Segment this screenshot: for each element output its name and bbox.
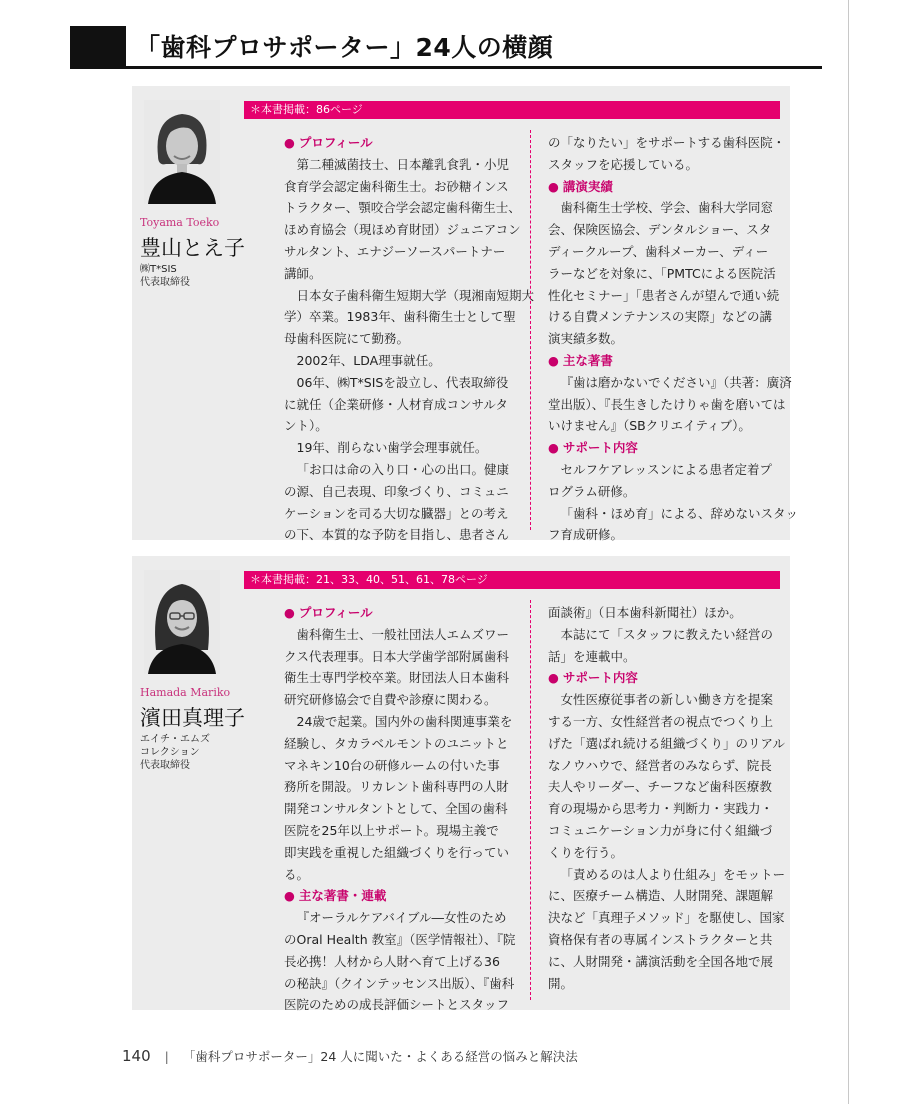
portrait-woman-icon [144, 100, 220, 204]
title-rule [70, 66, 822, 69]
affiliation-line: ㈱T*SIS [140, 264, 177, 275]
text-line: 医院のための成長評価シートとスタッフ [284, 997, 510, 1013]
text-line: ける自費メンテナンスの実際」などの講 [548, 309, 773, 325]
section-heading-text: 講演実績 [562, 178, 613, 194]
text-column-left [284, 132, 535, 546]
text-line: 歯科衛生士学校、学会、歯科大学同窓 [560, 200, 774, 216]
page-reference-bar: ＊本書掲載：86ページ [244, 101, 780, 119]
text-line: に、医療チーム構造、人財開発、課題解 [548, 888, 774, 904]
text-line: 開。 [548, 975, 574, 991]
bullet-dot-icon: ● [284, 135, 299, 150]
text-line: 『オーラルケアバイブル―女性のため [296, 910, 507, 926]
text-line: サルタント、エナジーソースパートナー [284, 243, 506, 259]
section-heading [548, 437, 780, 459]
affiliation-line: 代表取締役 [140, 760, 190, 771]
text-line: 決など「真理子メソッド」を駆使し、国家 [548, 910, 785, 926]
bullet-dot-icon: ● [548, 670, 563, 686]
portrait-woman-glasses-icon [144, 570, 220, 674]
text-line: 開発コンサルタントとして、全国の歯科 [284, 801, 508, 817]
text-line: 育の現場から思考力・判断力・実践力・ [548, 801, 774, 817]
text-line: クス代表理事。日本大学歯学部附属歯科 [284, 648, 509, 664]
section-heading-text: 主な著書・連載 [298, 888, 387, 904]
text-line: 衛生士専門学校卒業。財団法人日本歯科 [284, 670, 510, 686]
text-line: セルフケアレッスンによる患者定着プ [560, 461, 773, 477]
text-line: なノウハウで、経営者のみならず、院長 [548, 757, 772, 773]
name-kanji: 濱田真理子 [140, 706, 245, 730]
text-line: 面談術』（日本歯科新聞社）ほか。 [548, 605, 742, 620]
section-heading [284, 132, 520, 154]
text-line: いけません』（SBクリエイティブ）。 [548, 418, 751, 434]
column-divider [530, 600, 531, 1000]
text-line: 『歯は磨かないでください』（共著：廣済 [560, 374, 792, 390]
bullet-dot-icon: ● [548, 178, 563, 194]
section-heading [548, 176, 780, 198]
text-line: の「なりたい」をサポートする歯科医院・ [548, 135, 786, 150]
text-line: 2002年、LDA理事就任。 [296, 352, 441, 368]
text-column-right [548, 132, 799, 546]
text-line: 堂出版）、『長生きしたけりゃ歯を磨いては [548, 396, 786, 412]
text-line: ログラム研修。 [548, 483, 636, 499]
text-line: 演実績多数。 [548, 331, 624, 347]
text-line: の源、自己表現、印象づくり、コミュニ [284, 483, 509, 499]
text-line: くりを行う。 [548, 844, 624, 860]
text-column-right [548, 602, 786, 994]
name-romaji: Toyama Toeko [140, 216, 220, 229]
section-heading [548, 667, 780, 689]
page-reference-bar: ＊本書掲載：21、33、40、51、61、78ページ [244, 571, 780, 589]
affiliation-line: コレクション [140, 747, 200, 758]
text-line: 本誌にて「スタッフに教えたい経営の [560, 626, 774, 642]
text-column-left [284, 602, 520, 1016]
text-line: 食育学会認定歯科衛生士。お砂糖インス [284, 178, 509, 194]
footer-separator: | [164, 1049, 169, 1064]
affiliation [140, 733, 210, 772]
section-heading-text: サポート内容 [562, 440, 638, 456]
text-line: 講師。 [284, 265, 322, 281]
section-heading-text: 主な著書 [562, 352, 613, 368]
section-heading [548, 350, 780, 372]
text-line: 24歳で起業。国内外の歯科関連事業を [296, 713, 513, 729]
name-romaji: Hamada Mariko [140, 686, 231, 699]
text-line: する一方、女性経営者の視点でつくり上 [548, 713, 774, 729]
text-line: 話」を連載中。 [548, 648, 636, 664]
portrait-photo-1 [144, 100, 220, 204]
text-line: 「責めるのは人より仕組み」をモットー [560, 866, 786, 882]
page-title: 「歯科プロサポーター」24人の横顔 [135, 33, 554, 62]
text-line: 即実践を重視した組織づくりを行ってい [284, 844, 510, 860]
text-line: 日本女子歯科衛生短期大学（現湘南短期大 [296, 287, 535, 303]
text-line: 第二種滅菌技士、日本離乳食乳・小児 [296, 156, 510, 172]
text-line: マネキン10台の研修ルームの付いた事 [284, 757, 500, 773]
bullet-dot-icon: ● [548, 352, 563, 368]
section-heading [284, 602, 520, 624]
text-line: 会、保険医協会、デンタルショー、スタ [548, 222, 772, 238]
text-line: 学）卒業。1983年、歯科衛生士として聖 [284, 309, 516, 325]
profile-card-1 [132, 86, 799, 543]
affiliation [140, 263, 190, 289]
text-line: 「お口は命の入り口・心の出口。健康 [296, 461, 510, 477]
page-number: 140 [122, 1047, 151, 1065]
text-line: の秘訣』（クインテッセンス出版）、『歯科 [284, 975, 515, 991]
text-line: ラーなどを対象に、「PMTCによる医院活 [548, 265, 776, 281]
text-line: コミュニケーション力が身に付く組織づ [548, 822, 773, 838]
text-line: 資格保有者の専属インストラクターと共 [548, 931, 773, 947]
section-heading-text: サポート内容 [562, 670, 638, 686]
title-black-block [70, 26, 126, 66]
bullet-dot-icon: ● [284, 605, 299, 620]
text-line: ント）。 [284, 418, 328, 434]
text-line: 研究研修協会で自費や診療に関わる。 [284, 692, 497, 708]
text-line: ディークループ、歯科メーカー、ディー [548, 243, 769, 259]
text-line: ほめ育協会（現ほめ育財団）ジュニアコン [284, 222, 521, 238]
text-line: 歯科衛生士、一般社団法人エムズワー [296, 626, 510, 642]
text-line: に就任（企業研修・人材育成コンサルタ [284, 396, 508, 412]
text-line: スタッフを応援している。 [548, 156, 699, 172]
portrait-photo-2 [144, 570, 220, 674]
text-line: の下、本質的な予防を目指し、患者さん [284, 527, 510, 543]
text-line: ケーションを司る大切な臓器」との考え [284, 505, 509, 521]
profile-card-2 [132, 556, 790, 1013]
bullet-dot-icon: ● [548, 440, 563, 456]
text-line: 経験し、タカラベルモントのユニットと [284, 735, 509, 751]
column-divider [530, 130, 531, 530]
text-line: 母歯科医院にて勤務。 [284, 331, 410, 347]
text-line: げた「選ばれ続ける組織づくり」のリアル [548, 735, 786, 751]
running-footer-title: 「歯科プロサポーター」24 人に聞いた・よくある経営の悩みと解決法 [182, 1049, 578, 1064]
text-line: トラクター、顎咬合学会認定歯科衛生士、 [284, 200, 521, 216]
text-line: 夫人やリーダー、チーフなど歯科医療教 [548, 779, 772, 795]
affiliation-line: エイチ・エムズ [140, 734, 210, 745]
text-line: に、人財開発・講演活動を全国各地で展 [548, 953, 774, 969]
section-heading-text: プロフィール [298, 605, 373, 620]
text-line: 女性医療従事者の新しい働き方を提案 [560, 692, 774, 708]
text-line: 性化セミナー」「患者さんが望んで通い続 [548, 287, 780, 303]
page-edge-line [848, 0, 849, 1104]
text-line: 務所を開設。リカレント歯科専門の人財 [284, 779, 509, 795]
section-heading [284, 885, 520, 907]
section-heading-text: プロフィール [298, 135, 373, 150]
page-footer [122, 1047, 578, 1065]
text-line: 19年、削らない歯学会理事就任。 [296, 440, 488, 456]
text-line: 医院を25年以上サポート。現場主義で [284, 822, 499, 838]
name-kanji: 豊山とえ子 [140, 236, 245, 260]
text-line: 06年、㈱T*SISを設立し、代表取締役 [296, 374, 509, 390]
text-line: フ育成研修。 [548, 527, 624, 543]
bullet-dot-icon: ● [284, 888, 299, 904]
text-line: のOral Health 教室』（医学情報社）、『院 [284, 931, 516, 947]
text-line: 「歯科・ほめ育」による、辞めないスタッ [560, 505, 799, 521]
affiliation-line: 代表取締役 [140, 277, 190, 288]
text-line: る。 [284, 866, 310, 882]
text-line: 長必携！人材から人財へ育て上げる36 [284, 953, 500, 969]
